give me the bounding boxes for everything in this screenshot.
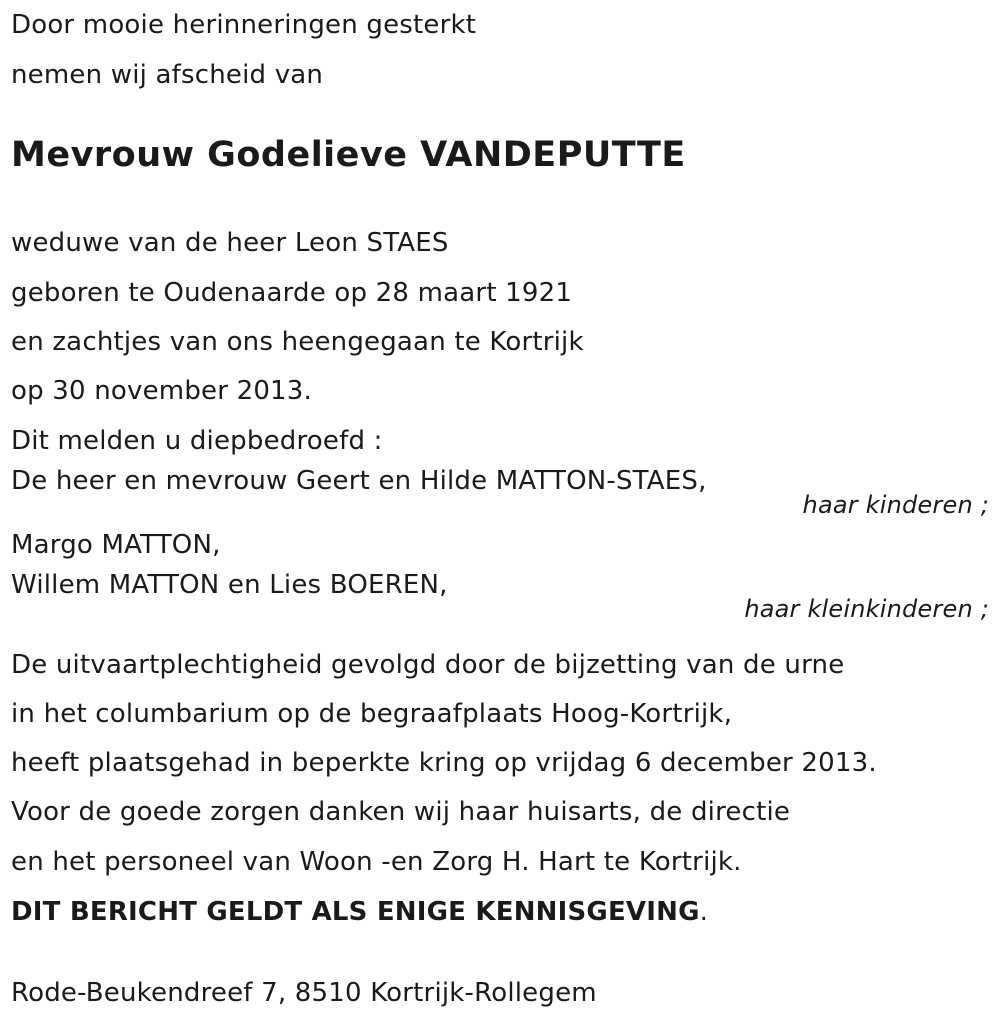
ceremony-line-3: heeft plaatsgehad in beperkte kring op vrijdag 6 december 2013.: [11, 748, 877, 778]
announcement-intro: Dit melden u diepbedroefd :: [11, 426, 383, 456]
grandchild-line-2: Willem MATTON en Lies BOEREN,: [11, 570, 448, 600]
grandchildren-label: haar kleinkinderen ;: [744, 595, 989, 623]
intro-line-2: nemen wij afscheid van: [11, 60, 324, 90]
notice-text: DIT BERICHT GELDT ALS ENIGE KENNISGEVING: [11, 897, 700, 927]
born-line: geboren te Oudenaarde op 28 maart 1921: [11, 278, 573, 308]
widow-line: weduwe van de heer Leon STAES: [11, 228, 449, 258]
address-line: Rode-Beukendreef 7, 8510 Kortrijk-Rollegem: [11, 978, 597, 1008]
passed-line: en zachtjes van ons heengegaan te Kortrijk: [11, 327, 584, 357]
notice-period: .: [699, 897, 709, 927]
ceremony-line-5: en het personeel van Woon -en Zorg H. Hart te Kortrijk.: [11, 847, 742, 877]
date-line: op 30 november 2013.: [11, 376, 313, 406]
children-label: haar kinderen ;: [802, 491, 989, 519]
notice-line: [11, 899, 708, 925]
grandchild-line-1: Margo MATTON,: [11, 530, 221, 560]
ceremony-line-4: Voor de goede zorgen danken wij haar huisarts, de directie: [11, 797, 791, 827]
children-line: De heer en mevrouw Geert en Hilde MATTON-STAES,: [11, 466, 707, 496]
intro-line-1: Door mooie herinneringen gesterkt: [11, 10, 477, 40]
deceased-name: Mevrouw Godelieve VANDEPUTTE: [11, 135, 686, 175]
ceremony-line-2: in het columbarium op de begraafplaats Hoog-Kortrijk,: [11, 699, 733, 729]
ceremony-line-1: De uitvaartplechtigheid gevolgd door de bijzetting van de urne: [11, 650, 845, 680]
